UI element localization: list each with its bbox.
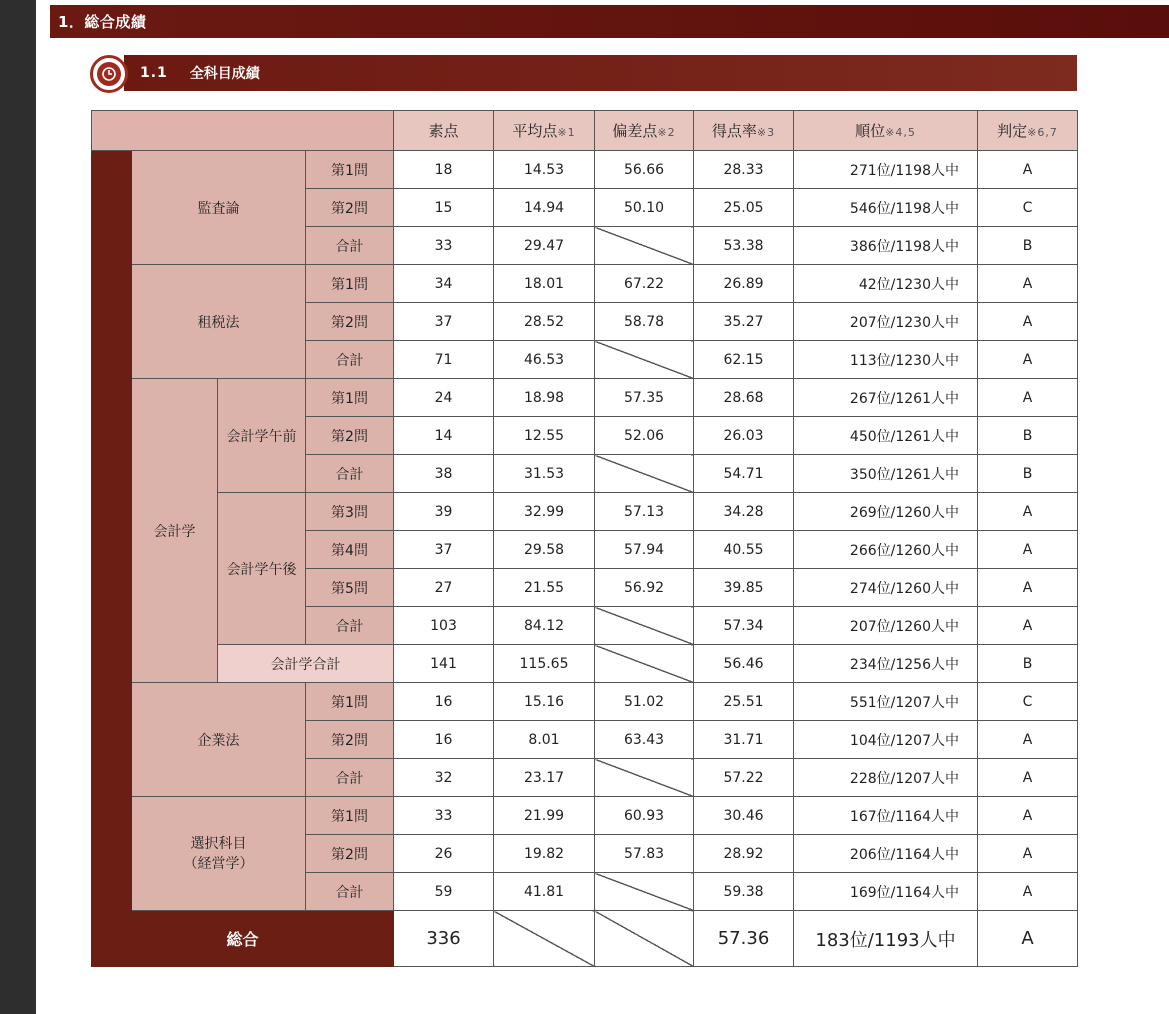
subject-sozei: 租税法 (132, 265, 306, 379)
average-cell: 32.99 (494, 493, 595, 531)
rate-cell: 40.55 (694, 531, 794, 569)
rate-cell: 57.34 (694, 607, 794, 645)
deviation-cell: 57.13 (595, 493, 694, 531)
average-cell: 14.53 (494, 151, 595, 189)
group-kaikei-pm: 会計学午後 (218, 493, 306, 645)
rate-cell: 39.85 (694, 569, 794, 607)
question-label: 第2問 (306, 189, 394, 227)
question-label: 第1問 (306, 683, 394, 721)
rate-cell: 54.71 (694, 455, 794, 493)
rank-cell: 551位/1207人中 (794, 683, 978, 721)
rate-cell: 35.27 (694, 303, 794, 341)
rate-cell: 25.51 (694, 683, 794, 721)
subject-kigyo: 企業法 (132, 683, 306, 797)
question-label: 第1問 (306, 151, 394, 189)
total-grade-cell: A (978, 911, 1078, 967)
average-cell: 28.52 (494, 303, 595, 341)
average-cell: 29.58 (494, 531, 595, 569)
rank-cell: 386位/1198人中 (794, 227, 978, 265)
section-title-bar (50, 5, 1169, 38)
grade-cell: A (978, 569, 1078, 607)
left-strip (0, 0, 36, 1014)
average-cell: 31.53 (494, 455, 595, 493)
rate-cell: 30.46 (694, 797, 794, 835)
score-cell: 71 (394, 341, 494, 379)
table-row (92, 645, 1078, 683)
question-label: 第5問 (306, 569, 394, 607)
total-row (92, 911, 1078, 967)
question-label: 合計 (306, 873, 394, 911)
score-cell: 141 (394, 645, 494, 683)
rank-cell: 234位/1256人中 (794, 645, 978, 683)
question-label: 合計 (306, 607, 394, 645)
question-label: 第4問 (306, 531, 394, 569)
rate-cell: 53.38 (694, 227, 794, 265)
average-cell: 18.01 (494, 265, 595, 303)
subject-kaikei: 会計学 (132, 379, 218, 683)
grade-cell: B (978, 417, 1078, 455)
rank-cell: 228位/1207人中 (794, 759, 978, 797)
rank-cell: 271位/1198人中 (794, 151, 978, 189)
grade-cell: B (978, 455, 1078, 493)
question-label: 第1問 (306, 265, 394, 303)
grade-cell: B (978, 645, 1078, 683)
rate-cell: 26.03 (694, 417, 794, 455)
score-cell: 26 (394, 835, 494, 873)
grade-cell: A (978, 303, 1078, 341)
chart-clock-icon (90, 55, 128, 93)
deviation-cell: 51.02 (595, 683, 694, 721)
subsection-title-bar (124, 55, 1077, 91)
table-row (92, 151, 1078, 189)
deviation-cell: 57.83 (595, 835, 694, 873)
deviation-empty-cell (595, 227, 694, 265)
rate-cell: 57.22 (694, 759, 794, 797)
rate-cell: 28.33 (694, 151, 794, 189)
table-row (92, 265, 1078, 303)
average-cell: 41.81 (494, 873, 595, 911)
question-label: 合計 (306, 227, 394, 265)
header-average: 平均点※1 (494, 111, 595, 151)
section-title: 1．総合成績 (58, 13, 147, 31)
average-cell: 84.12 (494, 607, 595, 645)
grade-cell: B (978, 227, 1078, 265)
rate-cell: 31.71 (694, 721, 794, 759)
header-score: 素点 (394, 111, 494, 151)
group-kaikei-am: 会計学午前 (218, 379, 306, 493)
rank-cell: 42位/1230人中 (794, 265, 978, 303)
table-row (92, 493, 1078, 531)
score-cell: 34 (394, 265, 494, 303)
total-score-cell: 336 (394, 911, 494, 967)
rate-cell: 26.89 (694, 265, 794, 303)
average-cell: 46.53 (494, 341, 595, 379)
rate-cell: 56.46 (694, 645, 794, 683)
question-label: 合計 (306, 759, 394, 797)
deviation-cell: 58.78 (595, 303, 694, 341)
rank-cell: 167位/1164人中 (794, 797, 978, 835)
score-cell: 24 (394, 379, 494, 417)
question-label: 第1問 (306, 379, 394, 417)
average-cell: 21.99 (494, 797, 595, 835)
left-rail (92, 151, 132, 911)
score-cell: 37 (394, 303, 494, 341)
rank-cell: 207位/1260人中 (794, 607, 978, 645)
kaikei-total-label: 会計学合計 (218, 645, 394, 683)
subject-kansa: 監査論 (132, 151, 306, 265)
header-grade: 判定※6,7 (978, 111, 1078, 151)
grade-cell: A (978, 265, 1078, 303)
rank-cell: 207位/1230人中 (794, 303, 978, 341)
report-page (36, 0, 1169, 1014)
question-label: 第2問 (306, 835, 394, 873)
rank-cell: 266位/1260人中 (794, 531, 978, 569)
question-label: 第1問 (306, 797, 394, 835)
total-rate-cell: 57.36 (694, 911, 794, 967)
question-label: 第2問 (306, 721, 394, 759)
table-row (92, 683, 1078, 721)
average-cell: 19.82 (494, 835, 595, 873)
question-label: 第2問 (306, 303, 394, 341)
score-cell: 16 (394, 721, 494, 759)
grade-cell: A (978, 531, 1078, 569)
rank-cell: 267位/1261人中 (794, 379, 978, 417)
score-cell: 14 (394, 417, 494, 455)
grade-cell: A (978, 607, 1078, 645)
rank-cell: 169位/1164人中 (794, 873, 978, 911)
score-cell: 39 (394, 493, 494, 531)
rank-cell: 450位/1261人中 (794, 417, 978, 455)
average-cell: 23.17 (494, 759, 595, 797)
score-cell: 33 (394, 797, 494, 835)
question-label: 合計 (306, 455, 394, 493)
table-row (92, 379, 1078, 417)
score-cell: 27 (394, 569, 494, 607)
score-cell: 33 (394, 227, 494, 265)
grades-table (91, 110, 1078, 967)
rank-cell: 113位/1230人中 (794, 341, 978, 379)
table-header-row (92, 111, 1078, 151)
rank-cell: 206位/1164人中 (794, 835, 978, 873)
grade-cell: A (978, 873, 1078, 911)
grade-cell: A (978, 759, 1078, 797)
grade-cell: A (978, 721, 1078, 759)
grade-cell: C (978, 683, 1078, 721)
deviation-cell: 67.22 (595, 265, 694, 303)
deviation-empty-cell (595, 341, 694, 379)
deviation-empty-cell (595, 873, 694, 911)
header-rank: 順位※4,5 (794, 111, 978, 151)
average-cell: 12.55 (494, 417, 595, 455)
score-cell: 32 (394, 759, 494, 797)
deviation-cell: 56.66 (595, 151, 694, 189)
grade-cell: A (978, 493, 1078, 531)
average-cell: 15.16 (494, 683, 595, 721)
question-label: 合計 (306, 341, 394, 379)
average-cell: 29.47 (494, 227, 595, 265)
score-cell: 103 (394, 607, 494, 645)
deviation-empty-cell (595, 455, 694, 493)
question-label: 第3問 (306, 493, 394, 531)
deviation-cell: 63.43 (595, 721, 694, 759)
average-cell: 14.94 (494, 189, 595, 227)
rate-cell: 62.15 (694, 341, 794, 379)
total-label: 総合 (92, 911, 394, 967)
rate-cell: 28.68 (694, 379, 794, 417)
deviation-cell: 60.93 (595, 797, 694, 835)
deviation-empty-cell (595, 759, 694, 797)
average-cell: 115.65 (494, 645, 595, 683)
total-deviation-empty-cell (595, 911, 694, 967)
deviation-cell: 56.92 (595, 569, 694, 607)
rate-cell: 25.05 (694, 189, 794, 227)
rank-cell: 274位/1260人中 (794, 569, 978, 607)
average-cell: 8.01 (494, 721, 595, 759)
deviation-cell: 50.10 (595, 189, 694, 227)
deviation-empty-cell (595, 607, 694, 645)
question-label: 第2問 (306, 417, 394, 455)
average-cell: 21.55 (494, 569, 595, 607)
rate-cell: 34.28 (694, 493, 794, 531)
rank-cell: 269位/1260人中 (794, 493, 978, 531)
rate-cell: 59.38 (694, 873, 794, 911)
rank-cell: 546位/1198人中 (794, 189, 978, 227)
deviation-cell: 52.06 (595, 417, 694, 455)
score-cell: 18 (394, 151, 494, 189)
subsection-number: 1.1 (140, 65, 168, 81)
deviation-cell: 57.35 (595, 379, 694, 417)
subject-sentaku: 選択科目 （経営学） (132, 797, 306, 911)
grade-cell: A (978, 835, 1078, 873)
header-blank (92, 111, 394, 151)
total-average-empty-cell (494, 911, 595, 967)
score-cell: 59 (394, 873, 494, 911)
score-cell: 16 (394, 683, 494, 721)
average-cell: 18.98 (494, 379, 595, 417)
deviation-cell: 57.94 (595, 531, 694, 569)
score-cell: 15 (394, 189, 494, 227)
subsection-title: 全科目成績 (189, 66, 260, 82)
score-cell: 38 (394, 455, 494, 493)
deviation-empty-cell (595, 645, 694, 683)
rank-cell: 350位/1261人中 (794, 455, 978, 493)
total-rank-cell: 183位/1193人中 (794, 911, 978, 967)
grade-cell: A (978, 797, 1078, 835)
header-rate: 得点率※3 (694, 111, 794, 151)
header-deviation: 偏差点※2 (595, 111, 694, 151)
grade-cell: A (978, 341, 1078, 379)
rank-cell: 104位/1207人中 (794, 721, 978, 759)
grade-cell: C (978, 189, 1078, 227)
grade-cell: A (978, 379, 1078, 417)
rate-cell: 28.92 (694, 835, 794, 873)
grade-cell: A (978, 151, 1078, 189)
score-cell: 37 (394, 531, 494, 569)
table-row (92, 797, 1078, 835)
